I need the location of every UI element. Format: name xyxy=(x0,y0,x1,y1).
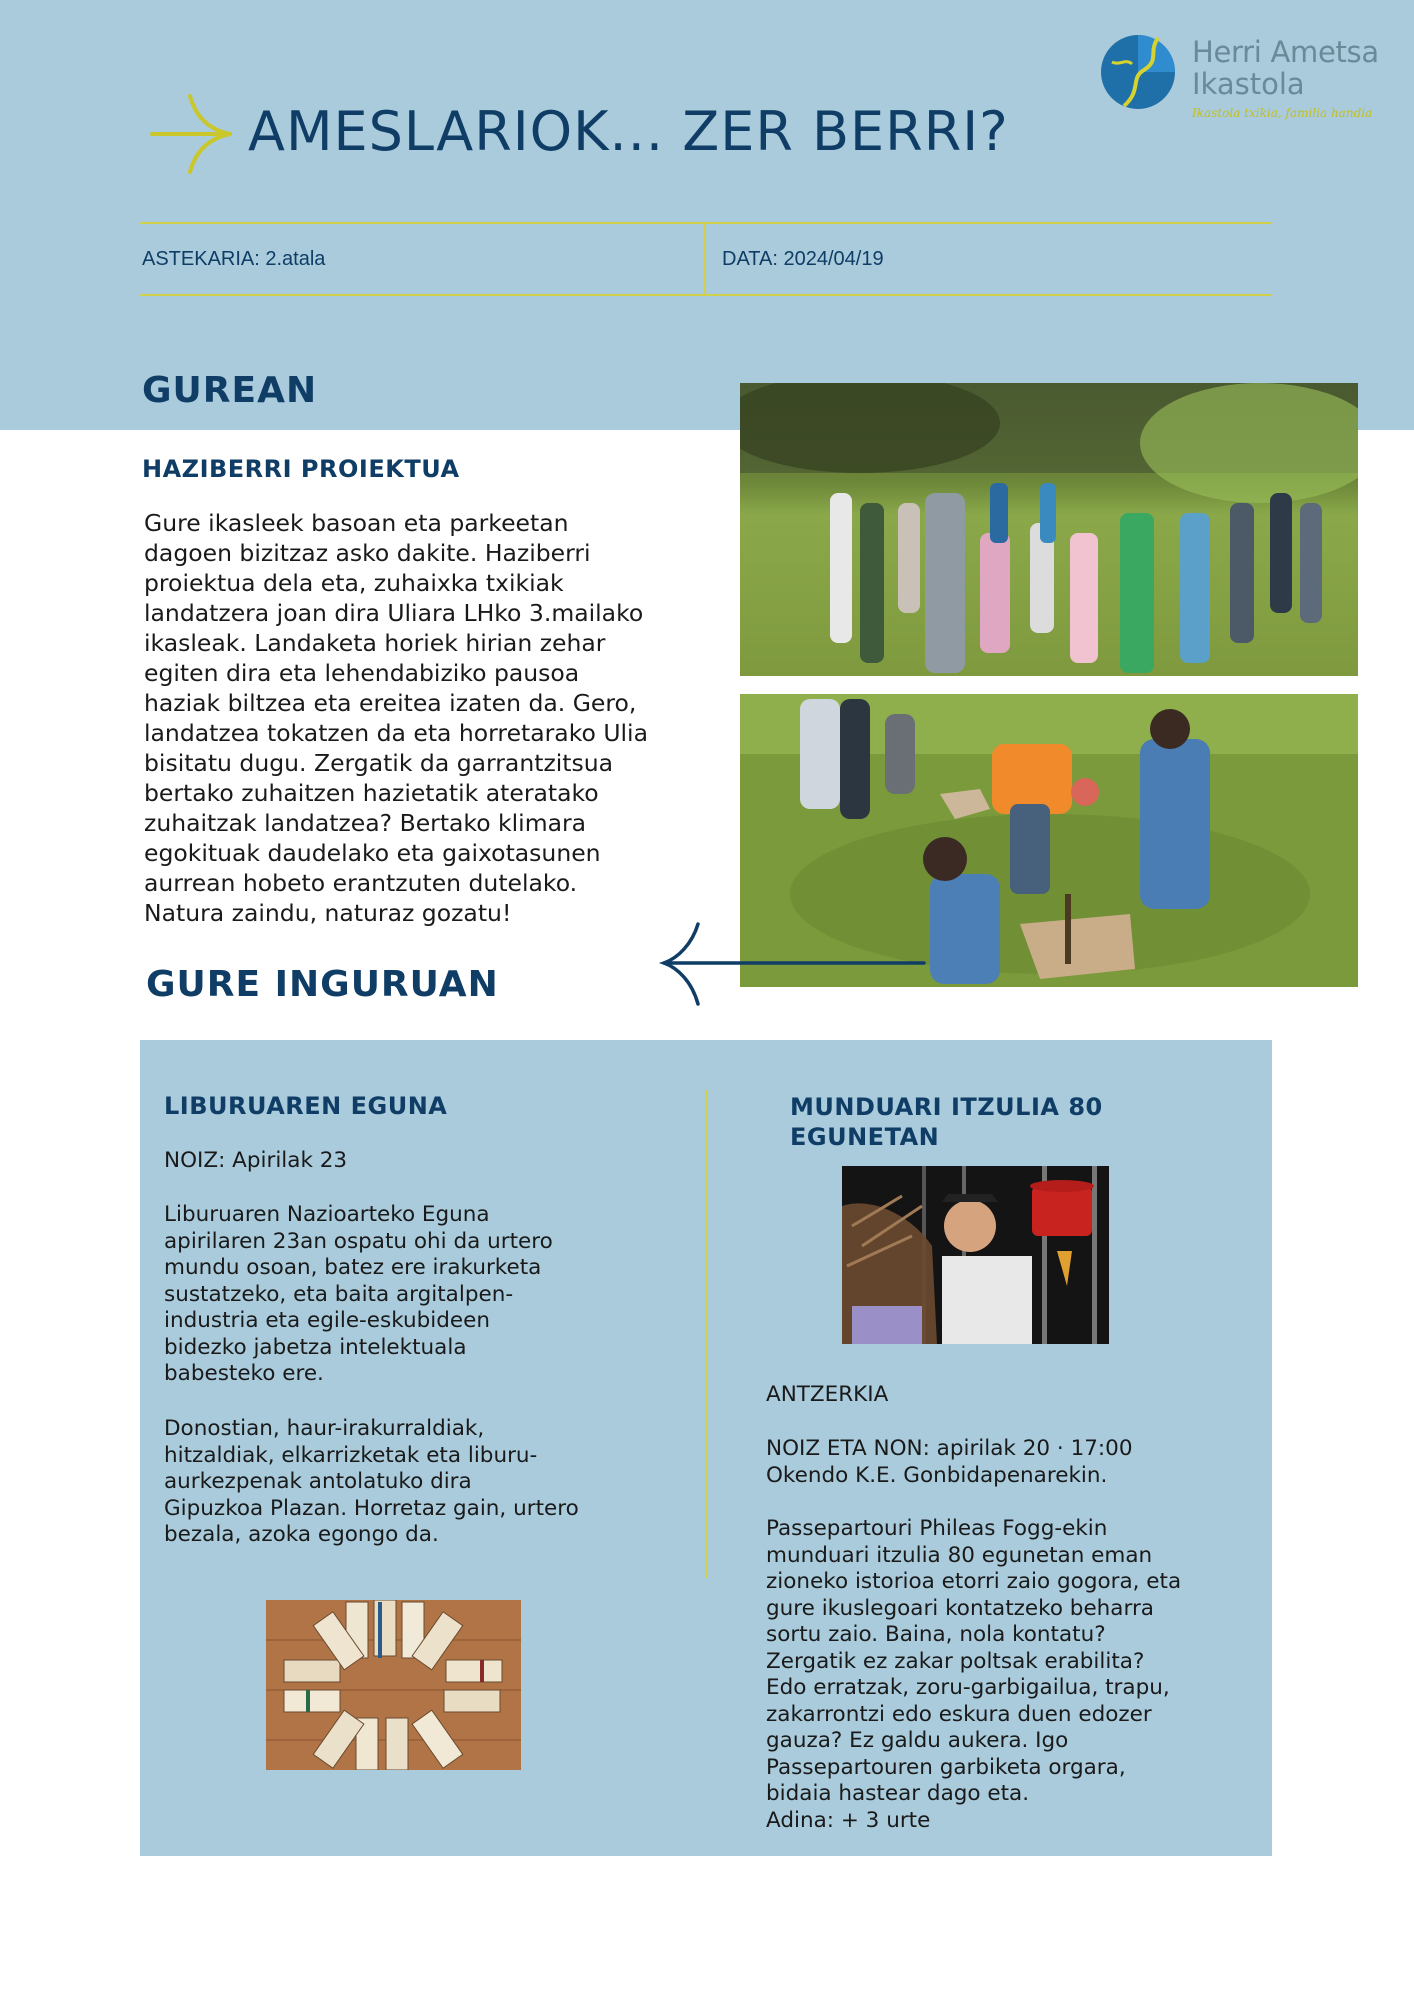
event-when-where: NOIZ ETA NON: apirilak 20 · 17:00 Okendo K.E. Gonbidapenarekin. xyxy=(766,1436,1133,1488)
munduari-para: Passepartouri Phileas Fogg-ekin munduari itzulia 80 egunetan eman zioneko istorioa etorri zaio gogora, eta gure ikuslegoari kontatzeko beharra sortu zaio. Baina, nola kontatu? Zergatik ez zakar poltsak erabilita? Edo erratzak, zoru-garbigailua, trapu, zakarrontzi edo eskura duen edozer gauza? Ez galdu aukera. Igo Passepartouren garbiketa orgara, bidaia hastear dago eta. Adina: + 3 urte xyxy=(766,1516,1182,1833)
panel-divider xyxy=(705,1090,707,1578)
date-label: DATA: 2024/04/19 xyxy=(722,248,884,270)
logo-mark-icon xyxy=(1098,32,1178,112)
section-heading-gurean: GUREAN xyxy=(142,370,318,411)
page-title: AMESLARIOK... ZER BERRI? xyxy=(248,100,1009,163)
photo-theater xyxy=(842,1166,1109,1344)
photo-children-circle xyxy=(740,383,1358,676)
subheading-haziberri: HAZIBERRI PROIEKTUA xyxy=(142,455,460,483)
photo-books xyxy=(266,1600,521,1770)
haziberri-text: Gure ikasleek basoan eta parkeetan dagoen bizitzaz asko dakite. Haziberri proiektua dela eta, zuhaixka txikiak landatzera joan dira Uliara LHko 3.mailako ikasleak. Landaketa horiek hirian zehar egiten dira eta lehendabiziko pausoa haziak biltzea eta ereitea izaten da. Gero, landatzea tokatzen da eta horretarako Ulia bisitatu dugu. Zergatik da garrantzitsua bertako zuhaitzen hazietatik ateratako zuhaitzak landatzea? Bertako klimara egokituak daudelako eta gaixotasunen aurrean hobeto erantzuten dutelako. Natura zaindu, naturaz gozatu! xyxy=(144,509,648,927)
arrow-left-icon xyxy=(654,920,934,1010)
logo-tagline: Ikastola txikia, familia handia xyxy=(1192,106,1373,120)
liburuaren-para-2: Donostian, haur-irakurraldiak, hitzaldiak, elkarrizketak eta liburu- aurkezpenak antolatuko dira Gipuzkoa Plazan. Horretaz gain, urtero bezala, azoka egongo da. xyxy=(164,1416,579,1547)
logo-subtitle: Ikastola xyxy=(1192,67,1305,101)
info-bar xyxy=(140,222,1272,296)
info-divider xyxy=(704,224,706,294)
issue-label: ASTEKARIA: 2.atala xyxy=(142,248,326,270)
event-when-liburuaren: NOIZ: Apirilak 23 xyxy=(164,1148,348,1173)
event-heading-munduari-itzulia: MUNDUARI ITZULIA 80 EGUNETAN xyxy=(790,1093,1103,1151)
logo-name: Herri Ametsa xyxy=(1192,35,1379,69)
event-type: ANTZERKIA xyxy=(766,1382,889,1407)
event-heading-liburuaren-eguna: LIBURUAREN EGUNA xyxy=(164,1092,448,1120)
arrow-right-icon xyxy=(150,92,235,177)
section-heading-gure-inguruan: GURE INGURUAN xyxy=(146,964,499,1005)
logo xyxy=(1098,30,1388,125)
liburuaren-para-1: Liburuaren Nazioarteko Eguna apirilaren 23an ospatu ohi da urtero mundu osoan, batez ere irakurketa sustatzeko, eta baita argitalpen- industria eta egile-eskubideen bidezko jabetza intelektuala babesteko ere. xyxy=(164,1202,553,1386)
